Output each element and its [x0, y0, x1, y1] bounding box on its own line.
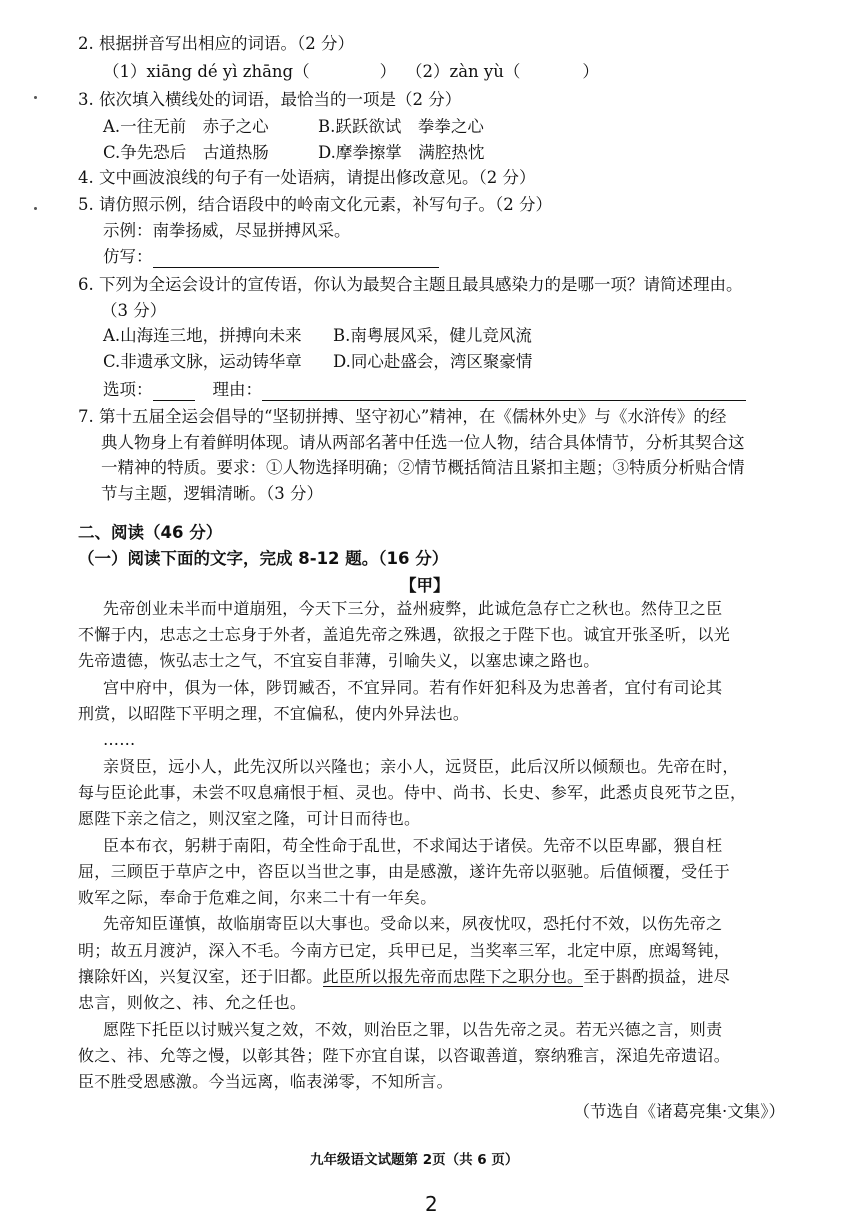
question-6-stem-line-1: 6. 下列为全运会设计的宣传语，你认为最契合主题且最具感染力的是哪一项？请简述理由。 [78, 275, 743, 294]
section-title: 二、阅读（46 分） [78, 523, 223, 542]
pinyin-1: （1）xiāng dé yì zhāng（ [103, 62, 310, 81]
part-title: （一）阅读下面的文字，完成 8-12 题。（16 分） [78, 549, 449, 568]
page-number: 2 [425, 1192, 438, 1216]
passage-line: 败军之际，奉命于危难之间，尔来二十有一年矣。 [78, 888, 437, 907]
passage-line: 愿陛下托臣以讨贼兴复之效，不效，则治臣之罪，以告先帝之灵。若无兴德之言，则责 [103, 1020, 723, 1039]
question-6-option-c: C.非遗承文脉，运动铸华章 [103, 352, 302, 371]
question-3-option-d: D.摩拳擦掌 满腔热忱 [318, 143, 485, 162]
passage-line: 先帝遗德，恢弘志士之气，不宜妄自菲薄，引喻失义，以塞忠谏之路也。 [78, 651, 600, 670]
passage-line: 屈，三顾臣于草庐之中，咨臣以当世之事，由是感激，遂许先帝以驱驰。后值倾覆，受任于 [78, 862, 731, 881]
margin-dot [34, 207, 37, 210]
question-7-line: 节与主题，逻辑清晰。（3 分） [101, 484, 323, 503]
question-6-option-b: B.南粤展风采，健儿竞风流 [333, 326, 532, 345]
pinyin-2: （2）zàn yù（ [406, 62, 521, 81]
question-7-line: 一精神的特质。要求：①人物选择明确；②情节概括简洁且紧扣主题；③特质分析贴合情 [101, 458, 745, 477]
reason-answer-line[interactable] [262, 383, 746, 401]
passage-line: 不懈于内，忠志之士忘身于外者，盖追先帝之殊遇，欲报之于陛下也。诚宜开张圣听，以光 [78, 625, 731, 644]
passage-line: 每与臣论此事，未尝不叹息痛恨于桓、灵也。侍中、尚书、长史、参军，此悉贞良死节之臣， [78, 783, 747, 802]
underlined-sentence: 此臣所以报先帝而忠陛下之职分也。 [322, 967, 584, 986]
question-6-answer: 选项： 理由： [103, 379, 746, 401]
passage-line: 宫中府中，俱为一体，陟罚臧否，不宜异同。若有作奸犯科及为忠善者，宜付有司论其 [103, 678, 723, 697]
passage-line: 愿陛下亲之信之，则汉室之隆，可计日而待也。 [78, 809, 421, 828]
passage-line: 亲贤臣，远小人，此先汉所以兴隆也；亲小人，远贤臣，此后汉所以倾颓也。先帝在时， [103, 757, 739, 776]
question-6-stem-line-2: （3 分） [101, 301, 167, 320]
passage-line: 臣本布衣，躬耕于南阳，苟全性命于乱世，不求闻达于诸侯。先帝不以臣卑鄙，猥自枉 [103, 836, 723, 855]
passage-line: 攘除奸凶，兴复汉室，还于旧都。此臣所以报先帝而忠陛下之职分也。至于斟酌损益，进尽 [78, 967, 731, 986]
question-2-stem: 2. 根据拼音写出相应的词语。（2 分） [78, 34, 354, 53]
passage-label: 【甲】 [400, 576, 450, 595]
question-3-option-a: A.一往无前 赤子之心 [103, 117, 269, 136]
question-4-stem: 4. 文中画波浪线的句子有一处语病，请提出修改意见。（2 分） [78, 168, 536, 187]
question-5-example: 示例：南拳扬威，尽显拼搏风采。 [103, 221, 351, 240]
passage-ellipsis: …… [103, 730, 136, 749]
question-3-option-b: B.跃跃欲试 拳拳之心 [318, 117, 484, 136]
passage-source: （节选自《诸葛亮集·文集》） [573, 1102, 785, 1121]
margin-dot [34, 96, 37, 99]
question-3-option-c: C.争先恐后 古道热肠 [103, 143, 269, 162]
passage-line: 攸之、祎、允等之慢，以彰其咎；陛下亦宜自谋，以咨诹善道，察纳雅言，深追先帝遗诏。 [78, 1046, 731, 1065]
question-7-line: 7. 第十五届全运会倡导的“坚韧拼搏、坚守初心”精神，在《儒林外史》与《水浒传》的经 [78, 407, 727, 426]
page-footer: 九年级语文试题第 2页（共 6 页） [310, 1152, 519, 1168]
choice-answer-line[interactable] [153, 383, 195, 401]
question-2-item-1: （1）xiāng dé yì zhāng（ ） [103, 62, 397, 81]
passage-line: 明；故五月渡泸，深入不毛。今南方已定，兵甲已足，当奖率三军，北定中原，庶竭驽钝， [78, 941, 731, 960]
passage-line: 先帝知臣谨慎，故临崩寄臣以大事也。受命以来，夙夜忧叹，恐托付不效，以伤先帝之 [103, 914, 723, 933]
question-6-option-d: D.同心赴盛会，湾区聚豪情 [333, 352, 533, 371]
question-7-line: 典人物身上有着鲜明体现。请从两部名著中任选一位人物，结合具体情节，分析其契合这 [101, 433, 745, 452]
passage-line: 臣不胜受恩感激。今当远离，临表涕零，不知所言。 [78, 1072, 453, 1091]
question-2-item-2: （2）zàn yù（ ） [406, 62, 599, 81]
question-5-stem: 5. 请仿照示例，结合语段中的岭南文化元素，补写句子。（2 分） [78, 195, 552, 214]
passage-line: 先帝创业未半而中道崩殂，今天下三分，益州疲弊，此诚危急存亡之秋也。然侍卫之臣 [103, 599, 723, 618]
question-6-option-a: A.山海连三地，拼搏向未来 [103, 326, 302, 345]
imitate-answer-line[interactable] [153, 250, 439, 268]
passage-line: 刑赏，以昭陛下平明之理，不宜偏私，使内外异法也。 [78, 704, 470, 723]
passage-line: 忠言，则攸之、祎、允之任也。 [78, 993, 307, 1012]
question-3-stem: 3. 依次填入横线处的词语，最恰当的一项是（2 分） [78, 90, 462, 109]
question-5-imitate: 仿写： [103, 246, 439, 268]
